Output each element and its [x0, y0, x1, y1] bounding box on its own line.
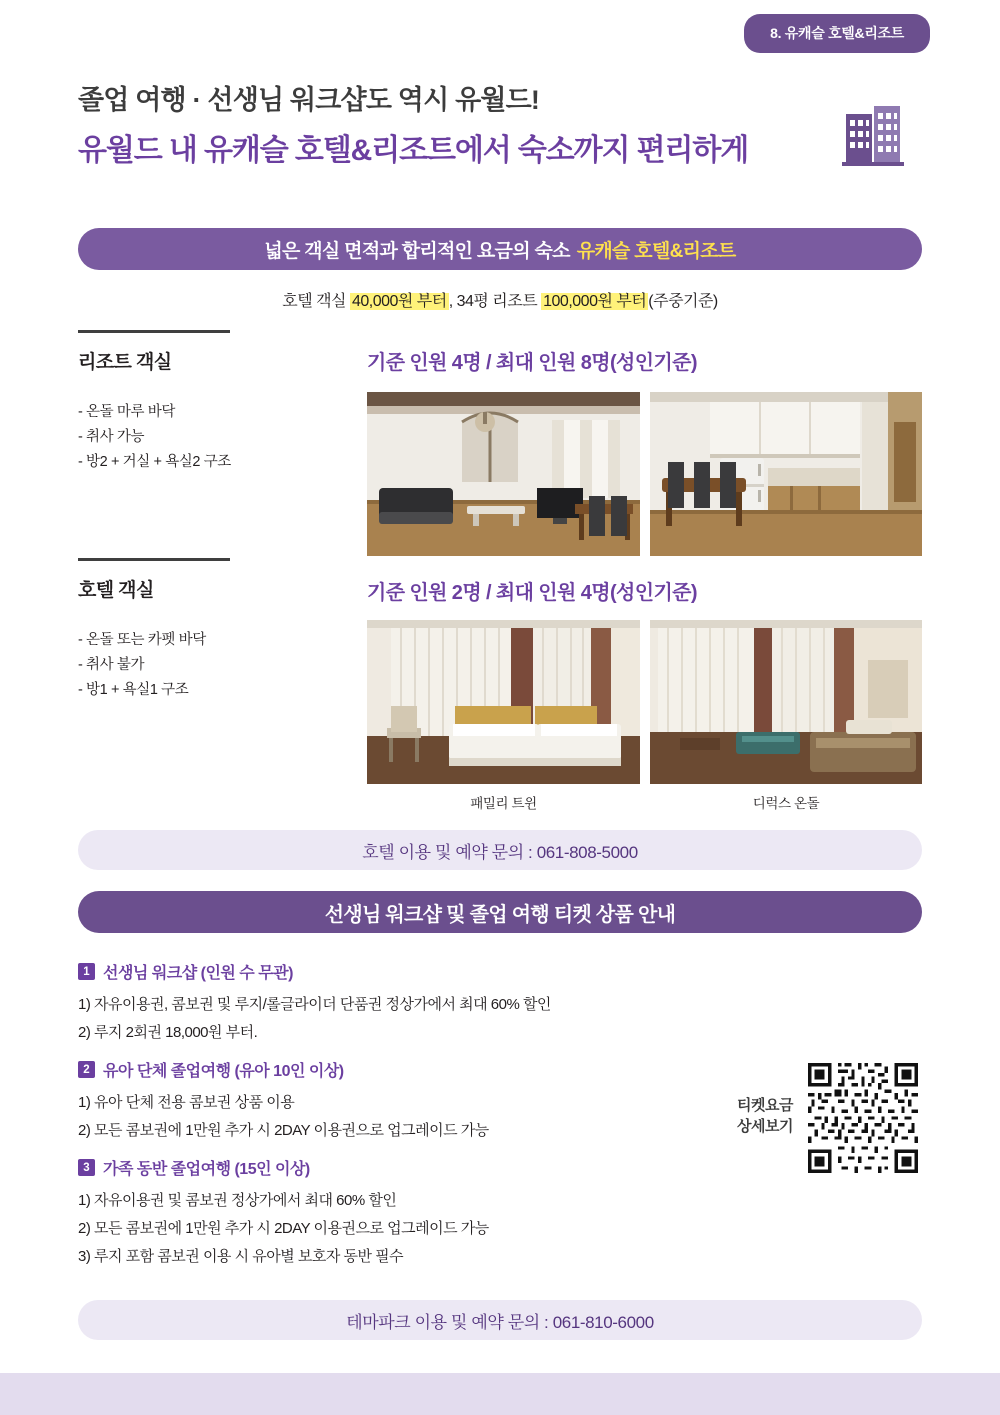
- ticket-group-2-line-1: 1) 유아 단체 전용 콤보권 상품 이용: [78, 1094, 295, 1111]
- qr-label-line-2: 상세보기: [737, 1118, 793, 1135]
- ticket-group-1-line-2: 2) 루지 2회권 18,000원 부터.: [78, 1024, 258, 1041]
- price-line: [0, 288, 1000, 311]
- ticket-group-3-heading: [78, 1156, 310, 1179]
- ticket-group-1-heading: [78, 960, 293, 983]
- divider-resort: [78, 330, 230, 333]
- lodging-banner-text: 넓은 객실 면적과 합리적인 요금의 숙소: [264, 240, 570, 262]
- resort-capacity-heading: 기준 인원 4명 / 최대 인원 8명(성인기준): [367, 352, 697, 374]
- ticket-group-2-line-2: 2) 모든 콤보권에 1만원 추가 시 2DAY 이용권으로 업그레이드 가능: [78, 1122, 489, 1139]
- deluxe-ondol-photo: [650, 620, 922, 784]
- resort-feature-2: - 취사 가능: [78, 429, 145, 445]
- resort-feature-1: - 온돌 마루 바닥: [78, 404, 175, 420]
- lodging-banner-highlight: 유캐슬 호텔&리조트: [576, 240, 736, 262]
- page-title-subline: 졸업 여행 · 선생님 워크샵도 역시 유월드!: [78, 85, 540, 115]
- hotel-feature-2: - 취사 불가: [78, 657, 145, 673]
- ticket-banner: 선생님 워크샵 및 졸업 여행 티켓 상품 안내: [78, 891, 922, 933]
- hotel-feature-3: - 방1 + 욕실1 구조: [78, 682, 189, 698]
- resort-heading: 리조트 객실: [78, 352, 172, 373]
- ticket-group-3-line-1: 1) 자유이용권 및 콤보권 정상가에서 최대 60% 할인: [78, 1192, 397, 1209]
- page-title: 유월드 내 유캐슬 호텔&리조트에서 숙소까지 편리하게: [78, 134, 749, 167]
- resort-info-block: [78, 330, 328, 475]
- price-mark-resort: 100,000원 부터: [543, 293, 647, 310]
- qr-label: [703, 1095, 793, 1137]
- ticket-group-3-title: 가족 동반 졸업여행 (15인 이상): [103, 1161, 310, 1178]
- family-twin-photo: [367, 620, 640, 784]
- page-title-block: [78, 78, 878, 169]
- ticket-group-3-number: 3: [78, 1159, 95, 1176]
- resort-feature-3: - 방2 + 거실 + 욕실2 구조: [78, 454, 231, 470]
- qr-code-icon[interactable]: [808, 1063, 918, 1173]
- resort-kitchen-photo: [650, 392, 922, 556]
- ticket-group-1-title: 선생님 워크샵 (인원 수 무관): [103, 965, 293, 982]
- park-contact-bar: 테마파크 이용 및 예약 문의 : 061-810-6000: [78, 1300, 922, 1340]
- lodging-banner: [78, 228, 922, 270]
- ticket-group-2-title: 유아 단체 졸업여행 (유아 10인 이상): [103, 1063, 344, 1080]
- qr-label-line-1: 티켓요금: [737, 1097, 793, 1114]
- hotel-info-block: [78, 558, 328, 703]
- hotel-heading: 호텔 객실: [78, 580, 154, 601]
- deluxe-ondol-caption: 디럭스 온돌: [752, 796, 820, 811]
- hotel-contact-bar: 호텔 이용 및 예약 문의 : 061-808-5000: [78, 830, 922, 870]
- building-icon: [838, 100, 908, 168]
- ticket-group-3-line-2: 2) 모든 콤보권에 1만원 추가 시 2DAY 이용권으로 업그레이드 가능: [78, 1220, 489, 1237]
- family-twin-caption: 패밀리 트윈: [470, 796, 537, 811]
- divider-hotel: [78, 558, 230, 561]
- ticket-group-2-number: 2: [78, 1061, 95, 1078]
- price-middle: , 34평 리조트: [448, 293, 542, 310]
- section-tab-badge: 8. 유캐슬 호텔&리조트: [744, 14, 930, 53]
- ticket-group-1-number: 1: [78, 963, 95, 980]
- price-prefix: 호텔 객실: [282, 293, 350, 310]
- resort-living-room-photo: [367, 392, 640, 556]
- footer-band: [0, 1373, 1000, 1415]
- ticket-group-2-heading: [78, 1058, 344, 1081]
- price-mark-hotel: 40,000원 부터: [351, 293, 447, 310]
- hotel-feature-1: - 온돌 또는 카펫 바닥: [78, 632, 206, 648]
- ticket-group-1-line-1: 1) 자유이용권, 콤보권 및 루지/롤글라이더 단품권 정상가에서 최대 60% 할인: [78, 996, 551, 1013]
- hotel-capacity-heading: 기준 인원 2명 / 최대 인원 4명(성인기준): [367, 582, 697, 604]
- price-suffix: (주중기준): [648, 293, 718, 310]
- ticket-group-3-line-3: 3) 루지 포함 콤보권 이용 시 유아별 보호자 동반 필수: [78, 1248, 404, 1265]
